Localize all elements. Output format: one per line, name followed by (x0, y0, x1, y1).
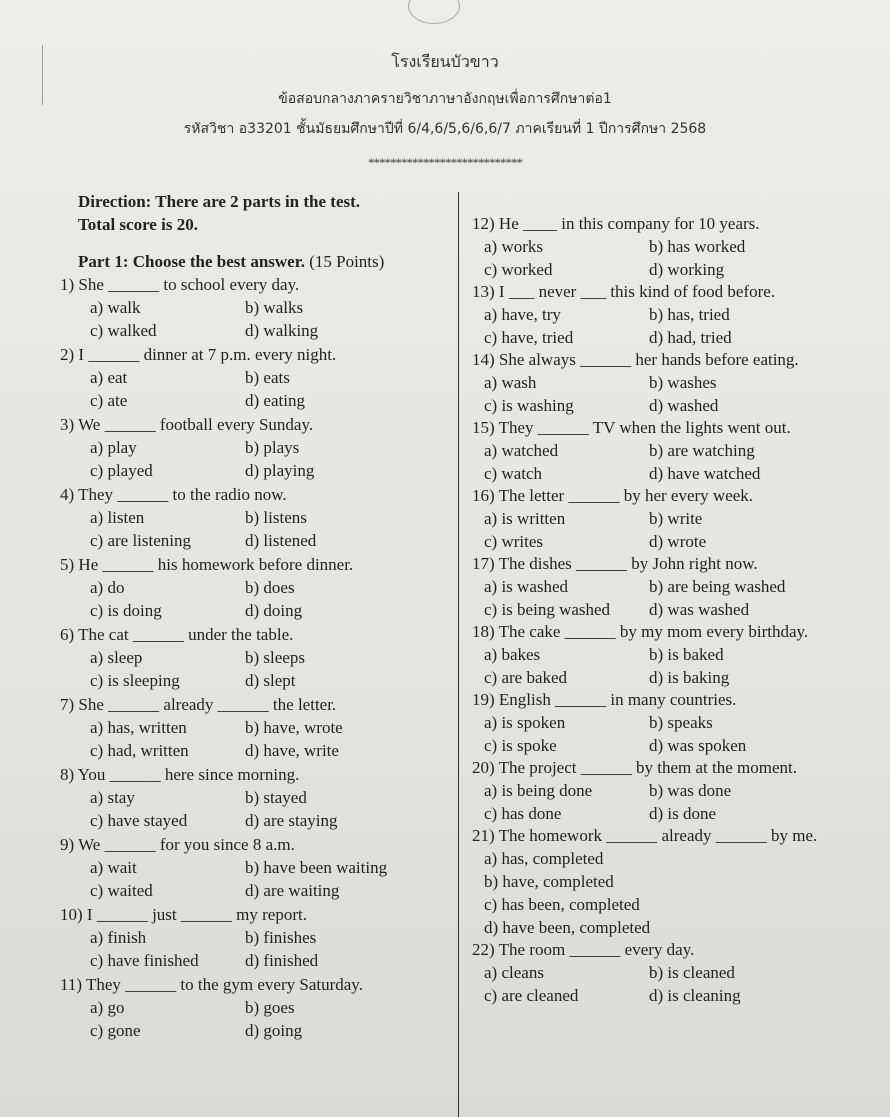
question-stem: 12) He ____ in this company for 10 years. (472, 214, 760, 233)
options (42, 926, 452, 972)
answer-option[interactable]: a) wait (90, 858, 137, 877)
answer-option[interactable]: d) working (649, 260, 725, 279)
answer-option[interactable]: a) is written (484, 509, 566, 528)
question-stem: 14) She always ______ her hands before eating. (472, 350, 799, 369)
answer-option[interactable]: c) had, written (90, 741, 189, 760)
answer-option[interactable]: c) has done (484, 804, 562, 823)
answer-option[interactable]: c) have finished (90, 951, 199, 970)
question (470, 348, 890, 417)
school-name: โรงเรียนบัวขาว (391, 52, 499, 71)
options (470, 643, 890, 689)
answer-option[interactable]: b) stayed (245, 788, 307, 807)
question-stem: 19) English ______ in many countries. (472, 690, 737, 709)
separator: **************************** (368, 155, 522, 170)
answer-option[interactable]: d) are waiting (245, 881, 340, 900)
question (42, 693, 452, 762)
question (470, 416, 890, 485)
answer-option[interactable]: c) are cleaned (484, 986, 579, 1005)
answer-option[interactable]: d) have been, completed (484, 918, 651, 937)
question-stem: 5) He ______ his homework before dinner. (60, 555, 354, 574)
question-stem: 17) The dishes ______ by John right now. (472, 554, 758, 573)
answer-option[interactable]: c) is sleeping (90, 671, 180, 690)
question (470, 484, 890, 553)
answer-option[interactable]: a) finish (90, 928, 147, 947)
answer-option[interactable]: d) finished (245, 951, 319, 970)
answer-option[interactable]: c) have, tried (484, 328, 574, 347)
question (42, 903, 452, 972)
answer-option[interactable]: c) is spoke (484, 736, 557, 755)
question (42, 483, 452, 552)
question-stem: 6) The cat ______ under the table. (60, 625, 294, 644)
question (42, 413, 452, 482)
part1-title: Part 1: Choose the best answer. (78, 252, 305, 271)
answer-option[interactable]: a) stay (90, 788, 135, 807)
answer-option[interactable]: c) have stayed (90, 811, 188, 830)
answer-option[interactable]: b) have, completed (484, 872, 614, 891)
spacer (42, 236, 452, 250)
question (42, 623, 452, 692)
answer-option[interactable]: a) do (90, 578, 125, 597)
options (42, 506, 452, 552)
question (470, 688, 890, 757)
answer-option[interactable]: b) plays (245, 438, 300, 457)
answer-option[interactable]: b) walks (245, 298, 304, 317)
answer-option[interactable]: b) listens (245, 508, 307, 527)
question (42, 763, 452, 832)
answer-option[interactable]: a) has, completed (484, 849, 604, 868)
question-stem: 20) The project ______ by them at the moment. (472, 758, 797, 777)
answer-option[interactable]: d) wrote (649, 532, 707, 551)
answer-option[interactable]: c) ate (90, 391, 128, 410)
answer-option[interactable]: d) was washed (649, 600, 750, 619)
answer-option[interactable]: a) eat (90, 368, 128, 387)
answer-option[interactable]: d) eating (245, 391, 305, 410)
total-score: Total score is 20. (78, 215, 198, 234)
options (470, 711, 890, 757)
answer-option[interactable]: c) waited (90, 881, 153, 900)
options (42, 366, 452, 412)
question (42, 273, 452, 342)
answer-option[interactable]: a) go (90, 998, 125, 1017)
options (42, 786, 452, 832)
options (470, 961, 890, 1007)
answer-option[interactable]: b) has worked (649, 237, 746, 256)
question-stem: 10) I ______ just ______ my report. (60, 905, 307, 924)
answer-option[interactable]: a) listen (90, 508, 145, 527)
answer-option[interactable]: a) cleans (484, 963, 544, 982)
answer-option[interactable]: b) is cleaned (649, 963, 735, 982)
answer-option[interactable]: d) is done (649, 804, 717, 823)
options (470, 439, 890, 485)
answer-option[interactable]: d) walking (245, 321, 319, 340)
answer-option[interactable]: d) slept (245, 671, 296, 690)
options (42, 646, 452, 692)
answer-option[interactable]: c) is doing (90, 601, 162, 620)
answer-option[interactable]: c) is washing (484, 396, 574, 415)
answer-option[interactable]: b) eats (245, 368, 290, 387)
answer-option[interactable]: c) are listening (90, 531, 192, 550)
options (42, 576, 452, 622)
question (470, 552, 890, 621)
options (42, 296, 452, 342)
answer-option[interactable]: d) is baking (649, 668, 730, 687)
question (470, 280, 890, 349)
options (470, 303, 890, 349)
answer-option[interactable]: a) play (90, 438, 137, 457)
answer-option[interactable]: d) had, tried (649, 328, 732, 347)
question-stem: 16) The letter ______ by her every week. (472, 486, 754, 505)
answer-option[interactable]: c) watch (484, 464, 543, 483)
question-stem: 13) I ___ never ___ this kind of food before. (472, 282, 776, 301)
answer-option[interactable]: b) sleeps (245, 648, 305, 667)
answer-option[interactable]: b) are being washed (649, 577, 786, 596)
options (470, 235, 890, 281)
question (470, 620, 890, 689)
answer-option[interactable]: b) write (649, 509, 703, 528)
answer-option[interactable]: c) is being washed (484, 600, 611, 619)
question-stem: 15) They ______ TV when the lights went out. (472, 418, 791, 437)
course-info: รหัสวิชา อ33201 ชั้นมัธยมศึกษาปีที่ 6/4,6/5,6/6,6/7 ภาคเรียนที่ 1 ปีการศึกษา 2568 (183, 121, 707, 137)
question (470, 938, 890, 1007)
part1-points: (15 Points) (304, 252, 385, 271)
options (470, 847, 890, 939)
question (470, 212, 890, 281)
answer-option[interactable]: d) listened (245, 531, 317, 550)
part1-heading (42, 250, 452, 273)
question-stem: 22) The room ______ every day. (472, 940, 695, 959)
options (42, 856, 452, 902)
question-stem: 3) We ______ football every Sunday. (60, 415, 314, 434)
answer-option[interactable]: b) have, wrote (245, 718, 343, 737)
answer-option[interactable]: c) has been, completed (484, 895, 640, 914)
answer-option[interactable]: c) gone (90, 1021, 141, 1040)
answer-option[interactable]: b) speaks (649, 713, 713, 732)
answer-option[interactable]: b) has, tried (649, 305, 730, 324)
options (470, 575, 890, 621)
answer-option[interactable]: a) have, try (484, 305, 561, 324)
answer-option[interactable]: b) finishes (245, 928, 317, 947)
question-stem: 18) The cake ______ by my mom every birthday. (472, 622, 809, 641)
question (42, 553, 452, 622)
answer-option[interactable]: d) doing (245, 601, 303, 620)
question-stem: 4) They ______ to the radio now. (60, 485, 287, 504)
options (42, 716, 452, 762)
answer-option[interactable]: b) is baked (649, 645, 724, 664)
question-stem: 1) She ______ to school every day. (60, 275, 300, 294)
answer-option[interactable]: a) is washed (484, 577, 569, 596)
right-column (470, 212, 890, 1006)
options (470, 779, 890, 825)
question-stem: 7) She ______ already ______ the letter. (60, 695, 337, 714)
answer-option[interactable]: d) washed (649, 396, 719, 415)
answer-option[interactable]: b) does (245, 578, 295, 597)
answer-option[interactable]: d) was spoken (649, 736, 747, 755)
options (470, 371, 890, 417)
answer-option[interactable]: a) watched (484, 441, 559, 460)
answer-option[interactable]: c) are baked (484, 668, 568, 687)
answer-option[interactable]: d) are staying (245, 811, 338, 830)
answer-option[interactable]: c) played (90, 461, 153, 480)
answer-option[interactable]: a) bakes (484, 645, 541, 664)
options (42, 436, 452, 482)
answer-option[interactable]: d) playing (245, 461, 315, 480)
question-stem: 9) We ______ for you since 8 a.m. (60, 835, 295, 854)
question-stem: 2) I ______ dinner at 7 p.m. every night. (60, 345, 337, 364)
left-questions (42, 273, 452, 1042)
answer-option[interactable]: c) worked (484, 260, 553, 279)
question (42, 973, 452, 1042)
answer-option[interactable]: b) washes (649, 373, 717, 392)
answer-option[interactable]: a) has, written (90, 718, 187, 737)
answer-option[interactable]: a) works (484, 237, 544, 256)
left-column (42, 190, 452, 1043)
answer-option[interactable]: c) writes (484, 532, 544, 551)
direction: Direction: There are 2 parts in the test. (78, 192, 361, 211)
question-stem: 11) They ______ to the gym every Saturday. (60, 975, 363, 994)
answer-option[interactable]: c) walked (90, 321, 157, 340)
question-stem: 21) The homework ______ already ______ by me. (472, 826, 818, 845)
question-stem: 8) You ______ here since morning. (60, 765, 300, 784)
answer-option[interactable]: b) are watching (649, 441, 755, 460)
question (470, 824, 890, 939)
answer-option[interactable]: a) walk (90, 298, 141, 317)
question (42, 833, 452, 902)
question (42, 343, 452, 412)
answer-option[interactable]: d) is cleaning (649, 986, 741, 1005)
answer-option[interactable]: a) sleep (90, 648, 143, 667)
answer-option[interactable]: a) is being done (484, 781, 593, 800)
answer-option[interactable]: b) was done (649, 781, 732, 800)
right-questions (470, 212, 890, 1007)
options (470, 507, 890, 553)
answer-option[interactable]: d) going (245, 1021, 303, 1040)
answer-option[interactable]: d) have, write (245, 741, 339, 760)
answer-option[interactable]: d) have watched (649, 464, 761, 483)
answer-option[interactable]: b) goes (245, 998, 295, 1017)
exam-title: ข้อสอบกลางภาครายวิชาภาษาอังกฤษเพื่อการศึกษาต่อ1 (278, 91, 612, 107)
answer-option[interactable]: a) wash (484, 373, 537, 392)
answer-option[interactable]: a) is spoken (484, 713, 566, 732)
question (470, 756, 890, 825)
options (42, 996, 452, 1042)
answer-option[interactable]: b) have been waiting (245, 858, 388, 877)
column-divider (458, 192, 459, 1117)
